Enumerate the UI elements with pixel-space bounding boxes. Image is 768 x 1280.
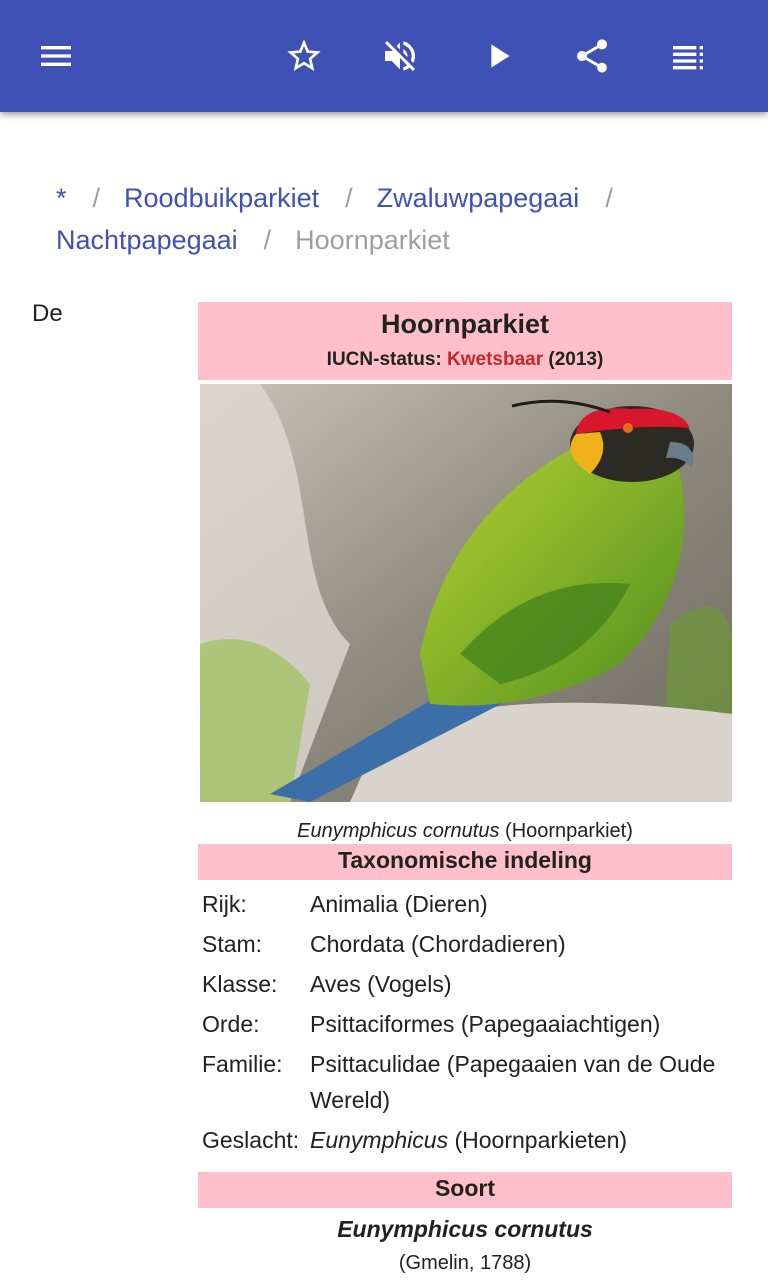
breadcrumb-separator: / [345,183,353,213]
contents-button[interactable] [660,28,716,84]
taxonomy-value: Animalia (Dieren) [310,891,488,917]
playlist-icon [668,36,708,76]
taxonomy-value: Psittaciformes (Papegaaiachtigen) [310,1011,661,1037]
taxonomy-row-rijk [198,884,732,924]
species-name: Eunymphicus cornutus [337,1216,593,1242]
play-icon [478,36,518,76]
taxonomy-rank: Stam: [202,931,263,957]
taxonomy-rank: Klasse: [202,971,278,997]
species-header: Soort [198,1172,732,1208]
taxonomy-row-geslacht [198,1120,732,1160]
breadcrumb-separator: / [263,225,272,255]
share-button[interactable] [564,28,620,84]
taxonomy-value: Aves (Vogels) [310,971,452,997]
menu-button[interactable] [28,28,84,84]
infobox-title: Hoornparkiet [380,309,550,339]
app-toolbar [0,0,768,112]
taxonomy-rank: Orde: [202,1011,260,1037]
taxonomy-table [198,884,732,1160]
iucn-status-label: IUCN-status: [326,349,442,370]
breadcrumb [56,177,746,261]
taxonomy-rank: Familie: [202,1051,283,1077]
iucn-status-year: (2013) [548,349,604,370]
menu-icon [36,36,76,76]
breadcrumb-separator: / [605,183,613,213]
breadcrumb-link-roodbuikparkiet[interactable]: Roodbuikparkiet [124,183,320,213]
caption-common-name: (Hoornparkiet) [505,820,633,842]
play-button[interactable] [470,28,526,84]
taxonomy-row-orde [198,1004,732,1044]
infobox [198,302,732,1276]
volume-off-icon [380,36,420,76]
iucn-status-value-link[interactable]: Kwetsbaar [447,349,544,370]
breadcrumb-current: Hoornparkiet [295,225,450,255]
genus-common-name: (Hoornparkieten) [454,1127,628,1153]
mute-button[interactable] [372,28,428,84]
breadcrumb-separator: / [92,183,101,213]
taxonomy-header: Taxonomische indeling [198,844,732,880]
taxonomy-value: Chordata (Chordadieren) [310,931,566,957]
genus-scientific-name: Eunymphicus [310,1127,449,1153]
taxonomy-row-klasse [198,964,732,1004]
taxonomy-rank: Geslacht: [202,1127,300,1153]
breadcrumb-link-nachtpapegaai[interactable]: Nachtpapegaai [56,225,238,255]
species-author: (Gmelin, 1788) [398,1252,532,1274]
infobox-header [198,302,732,384]
breadcrumb-link-zwaluwpapegaai[interactable]: Zwaluwpapegaai [376,183,580,213]
taxonomy-value: Psittaculidae (Papegaaien van de Oude Wereld) [310,1051,716,1113]
bookmark-button[interactable] [276,28,332,84]
taxonomy-row-familie [198,1044,732,1120]
star-outline-icon [284,36,324,76]
breadcrumb-link-root[interactable]: * [56,183,67,213]
share-icon [572,36,612,76]
article-intro-text: De [32,300,63,327]
taxonomy-rank: Rijk: [202,891,247,917]
caption-scientific-name: Eunymphicus cornutus [297,820,500,842]
taxonomy-row-stam [198,924,732,964]
iucn-status [198,349,732,371]
photo-caption [198,818,732,844]
taxonomy-value [310,1122,732,1158]
photo-eye [623,423,633,433]
parakeet-photo[interactable] [200,384,732,802]
